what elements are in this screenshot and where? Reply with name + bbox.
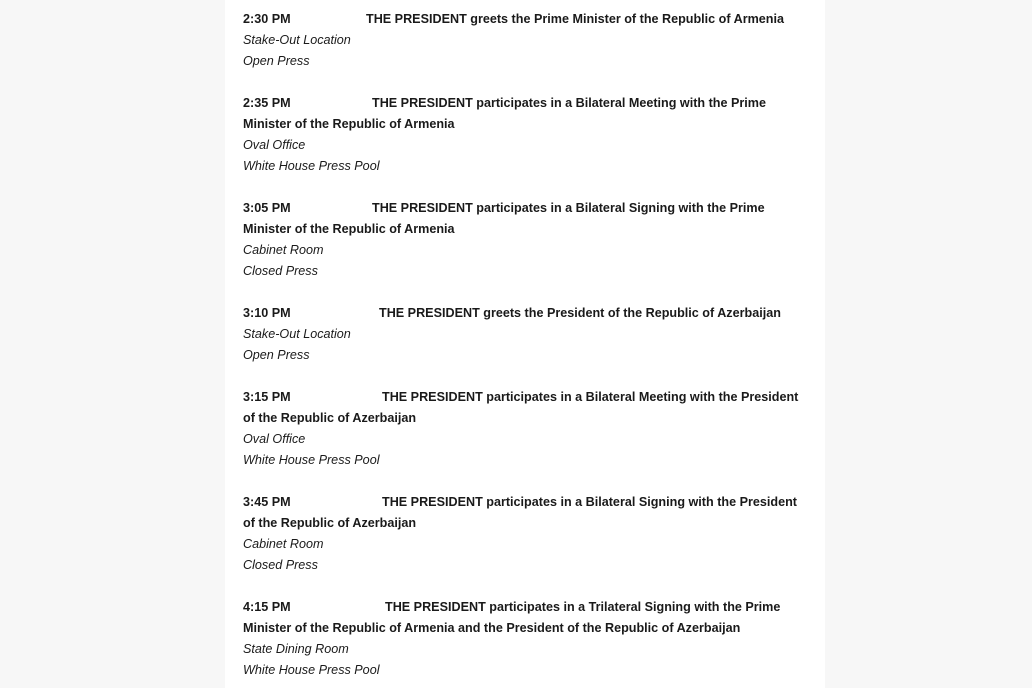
- schedule-entry: [243, 303, 805, 366]
- entry-press-status: White House Press Pool: [243, 159, 380, 173]
- entry-location: Stake-Out Location: [243, 327, 351, 341]
- entry-headline: [243, 597, 805, 639]
- entry-time: 3:10 PM: [243, 306, 291, 320]
- entry-headline: [243, 303, 805, 324]
- schedule-page: [225, 0, 825, 688]
- entry-event: THE PRESIDENT greets the President of the Republic of Azerbaijan: [379, 306, 781, 320]
- entry-location: Stake-Out Location: [243, 33, 351, 47]
- schedule-entry: [243, 9, 805, 72]
- entry-press-status: White House Press Pool: [243, 663, 380, 677]
- entry-time: 2:35 PM: [243, 96, 291, 110]
- entry-event: THE PRESIDENT participates in a Bilateral Signing with the Prime Minister of the Republic of Armenia: [243, 201, 765, 236]
- schedule-entry: [243, 387, 805, 471]
- entry-time: 3:05 PM: [243, 201, 291, 215]
- entry-time: 3:45 PM: [243, 495, 291, 509]
- entry-event: THE PRESIDENT participates in a Bilateral Signing with the President of the Republic of Azerbaijan: [243, 495, 797, 530]
- entry-event: THE PRESIDENT participates in a Bilateral Meeting with the President of the Republic of Azerbaijan: [243, 390, 799, 425]
- entry-headline: [243, 387, 805, 429]
- entry-time: 4:15 PM: [243, 600, 291, 614]
- entry-time: 2:30 PM: [243, 12, 291, 26]
- entry-headline: [243, 93, 805, 135]
- entry-press-status: Closed Press: [243, 264, 318, 278]
- entry-location: Oval Office: [243, 432, 306, 446]
- entry-event: THE PRESIDENT greets the Prime Minister of the Republic of Armenia: [366, 12, 784, 26]
- entry-press-status: White House Press Pool: [243, 453, 380, 467]
- schedule-entry: [243, 492, 805, 576]
- entry-headline: [243, 492, 805, 534]
- entry-location: State Dining Room: [243, 642, 349, 656]
- schedule-list: [243, 9, 805, 688]
- entry-time: 3:15 PM: [243, 390, 291, 404]
- schedule-entry: [243, 93, 805, 177]
- entry-headline: [243, 198, 805, 240]
- entry-event: THE PRESIDENT participates in a Bilateral Meeting with the Prime Minister of the Republic of Armenia: [243, 96, 766, 131]
- entry-press-status: Open Press: [243, 348, 310, 362]
- entry-headline: [243, 9, 805, 30]
- entry-event: THE PRESIDENT participates in a Trilateral Signing with the Prime Minister of the Republic of Armenia and the President of the Republic of Azerbaijan: [243, 600, 781, 635]
- entry-location: Oval Office: [243, 138, 306, 152]
- entry-location: Cabinet Room: [243, 537, 324, 551]
- entry-press-status: Open Press: [243, 54, 310, 68]
- entry-location: Cabinet Room: [243, 243, 324, 257]
- schedule-entry: [243, 198, 805, 282]
- entry-press-status: Closed Press: [243, 558, 318, 572]
- schedule-entry: [243, 597, 805, 681]
